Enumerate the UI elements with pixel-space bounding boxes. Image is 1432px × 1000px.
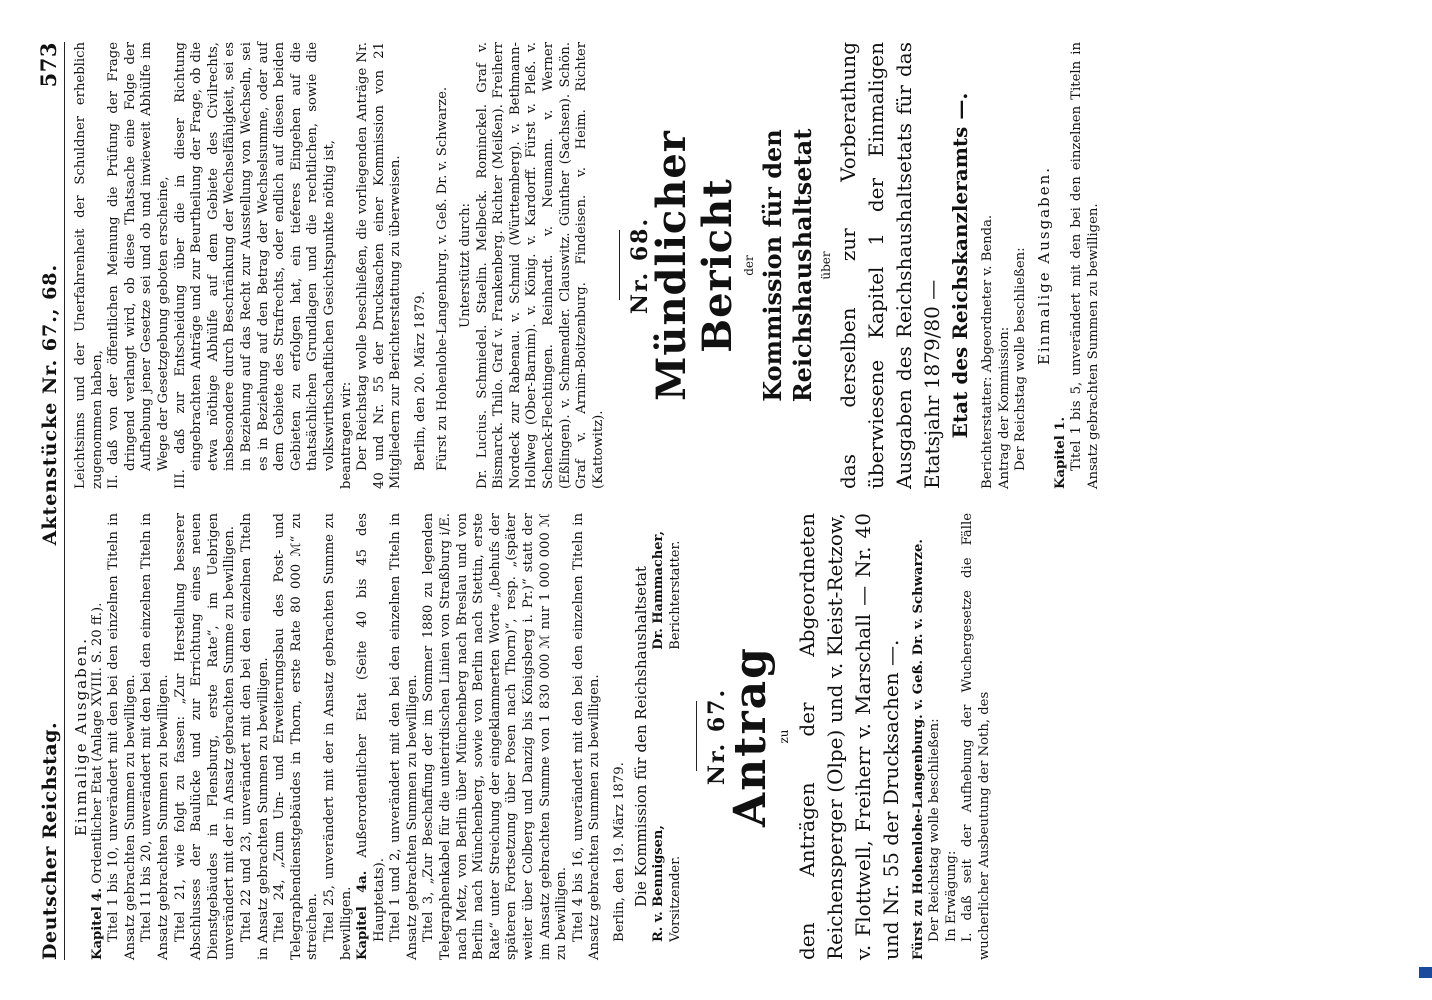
paragraph: In Erwägung: [943, 850, 959, 942]
document-title: Mündlicher Bericht [648, 130, 741, 401]
rapporteur: Berichterstatter: Abgeordneter v. Benda. [980, 214, 996, 489]
chapter-text: Außerordentlicher Etat (Seite 40 bis 45 des Hauptetats). [355, 512, 387, 942]
signature-name: Dr. Hammacher, [651, 531, 667, 650]
paragraph: Titel 24, „Zum Um- und Erweiterungsbau des Post- und Telegraphendienstgebäudes in Thorn, erste Rate 80 000 ℳ“ zu streichen. [272, 513, 321, 960]
lead-text-end: Etat des Reichskanzleramts —. [948, 92, 973, 439]
left-column [73, 513, 1102, 960]
supporters-list: Dr. Lucius. Schmiedel. Staelin. Melbeck. Rominckel. Graf v. Bismarck. Thilo. Graf v. Frankenberg. Richter (Meißen). Freiherr Nordeck zur Rabenau. v. Schmid (Württemberg). v. Bethmann-Hollweg (Ober-Barnim). v. König. v. Kardorff. Fürst v. Pleß. v. Schenck-Flechtingen. Reinhardt. v. Neumann. v. Werner (Eßlingen). v. Schmendler. Clauswitz. Günther (Sachsen). Schön. Graf v. Arnim-Boitzenburg. Findeisen. v. Heim. Richter (Kattowitz). [474, 42, 606, 489]
paragraph: Titel 25, unverändert mit der in Ansatz gebrachten Summe zu bewilligen. [321, 513, 354, 960]
page-number: 573 [36, 42, 61, 88]
paragraph: Titel 11 bis 20, unverändert mit den bei den einzelnen Titeln in Ansatz gebrachten Summen zu bewilligen. [139, 513, 171, 960]
section-heading: Einmalige Ausgaben. [1034, 165, 1053, 366]
lead-text: den Anträgen der Abgeordneten Reichensperger (Olpe) und v. Kleist-Retzow, v. Flottwell, Freiherr v. Marschall — Nr. 40 und Nr. 55 der Drucksachen —. [794, 513, 903, 960]
text-columns [73, 42, 1102, 960]
connector-word: zu [776, 729, 791, 744]
header-left: Deutscher Reichstag. [39, 721, 61, 960]
document-title: Antrag [724, 646, 776, 827]
connector-word: der [742, 255, 756, 276]
lead-text: das derselben zur Vorberathung überwiesene Kapitel 1 der Einmaligen Ausgaben des Reichshaushaltsetats für das Etatsjahr 1879/80 — [836, 42, 945, 489]
connector-word: über [818, 251, 833, 280]
paragraph: Titel 21, wie folgt zu fassen: „Zur Herstellung besserer Abschlusses der Baulücke und zur Errichtung eines neuen Dienstgebäudes in Flensburg, erste Rate“, im Uebrigen unverändert mit der in Ansatz gebrachten Summe zu bewilligen. [172, 513, 238, 960]
motion-label: Antrag der Kommission: [996, 326, 1012, 489]
supported-heading: Unterstützt durch: [458, 203, 474, 328]
movers: Fürst zu Hohenlohe-Langenburg. v. Geß. Dr. v. Schwarze. [910, 539, 926, 960]
paragraph: Titel 4 bis 16, unverändert mit den bei den einzelnen Titeln in Ansatz gebrachten Summen zu bewilligen. [570, 513, 603, 960]
document-number: Nr. 67. [704, 687, 731, 786]
chapter-text: Ordentlicher Etat (Anlage XVIII. S. 20 ff.). [89, 602, 105, 884]
paragraph: I. daß seit der Aufhebung der Wuchergesetze die Fälle wucherlicher Ausbeutung der Noth, des [960, 513, 992, 960]
commission-name: Die Kommission für den Reichshaushaltsetat [631, 566, 650, 907]
paragraph: Leichtsinns und der Unerfahrenheit der Schuldner erheblich zugenommen haben, [73, 42, 105, 489]
section-heading: Einmalige Ausgaben. [72, 636, 90, 837]
paragraph: Der Reichstag wolle beschließen, die vorliegenden Anträge Nr. 40 und Nr. 55 der Drucksachen einer Kommission von 21 Mitgliedern zur Berichterstattung zu überweisen. [355, 42, 404, 489]
signature-role: Vorsitzender. [667, 855, 683, 942]
paragraph: Titel 22 und 23, unverändert mit den bei den einzelnen Titeln in Ansatz gebrachten Summen zu bewilligen. [238, 513, 271, 960]
chapter-label: Kapitel 4. [89, 887, 105, 960]
chapter-label: Kapitel 1. [1052, 416, 1068, 489]
paragraph: III. daß zur Entscheidung über die in dieser Richtung eingebrachten Anträge und zur Beurtheilung der Frage, ob die etwa nöthige Abhülfe auf dem Gebiete des Civilrechts, insbesondere durch Beschränkung der Wechselfähigkeit, sei es in Beziehung auf das Recht zur Ausstellung von Wechseln, sei es in Beziehung auf den Betrag der Wechselsumme, oder auf dem Gebiete des Strafrechts, oder endlich auf diesen beiden Gebieten zu erfolgen hat, ein tieferes Eingehen auf die thatsächlichen Grundlagen und die rechtlichen, sowie die volkswirthschaftlichen Gesichtspunkte nöthig ist, [172, 42, 337, 489]
paragraph: Titel 3, „Zur Beschaffung der im Sommer 1880 zu legenden Telegraphenkabel für die unterirdischen Linien von Straßburg i/E. nach Metz, von Berlin über Münchenberg nach Breslau und von Berlin nach Münchenberg, sowie von Berlin nach Stettin, erste Rate“ unter Streichung der eingeklammerten Worte „(behufs der späteren Fortsetzung über Posen nach Thorn)“, resp. „(später weiter über Colberg und Danzig bis Königsberg i. Pr.)“ statt der im Ansatz gebrachten Summe von 1 830 000 ℳ nur 1 000 000 ℳ zu bewilligen. [421, 513, 570, 960]
commission-title: Kommission für den Reichshaushaltsetat [757, 128, 817, 403]
date-line: Berlin, den 19. März 1879. [612, 762, 627, 942]
signatures [651, 513, 684, 960]
dfg-footer [1411, 6, 1425, 996]
paragraph: Titel 1 bis 10, unverändert mit den bei den einzelnen Titeln in Ansatz gebrachten Summen zu bewilligen. [106, 513, 138, 960]
signature-role: Berichterstatter. [667, 540, 683, 650]
paragraph: Titel 1 und 2, unverändert mit den bei den einzelnen Titeln in Ansatz gebrachten Summen zu bewilligen. [388, 513, 420, 960]
paragraph: Titel 1 bis 5, unverändert mit den bei den einzelnen Titeln in Ansatz gebrachten Summen zu bewilligen. [1069, 42, 1101, 489]
movers: Fürst zu Hohenlohe-Langenburg. v. Geß. Dr. v. Schwarze. [435, 86, 451, 471]
paragraph: Der Reichstag wolle beschließen: [927, 718, 943, 942]
dfg-logo [1419, 967, 1432, 978]
document-number: Nr. 68. [627, 216, 654, 315]
paragraph: II. daß von der öffentlichen Meinung die Prüfung der Frage dringend verlangt wird, ob diese Thatsache eine Folge der Aufhebung jener Gesetze sei und ob und inwieweit Abhülfe im Wege der Gesetzgebung geboten erscheine, [106, 42, 171, 489]
paragraph: beantragen wir: [338, 381, 354, 489]
signature-name: R. v. Bennigsen, [651, 825, 667, 942]
running-header [36, 42, 65, 960]
header-center: Aktenstücke Nr. 67., 68. [39, 263, 61, 546]
divider [619, 231, 620, 301]
divider [696, 702, 697, 772]
right-column [73, 42, 1102, 489]
date-line: Berlin, den 20. März 1879. [412, 291, 428, 471]
chapter-label: Kapitel 4a. [355, 870, 371, 960]
paragraph: Der Reichstag wolle beschließen: [1013, 247, 1029, 471]
